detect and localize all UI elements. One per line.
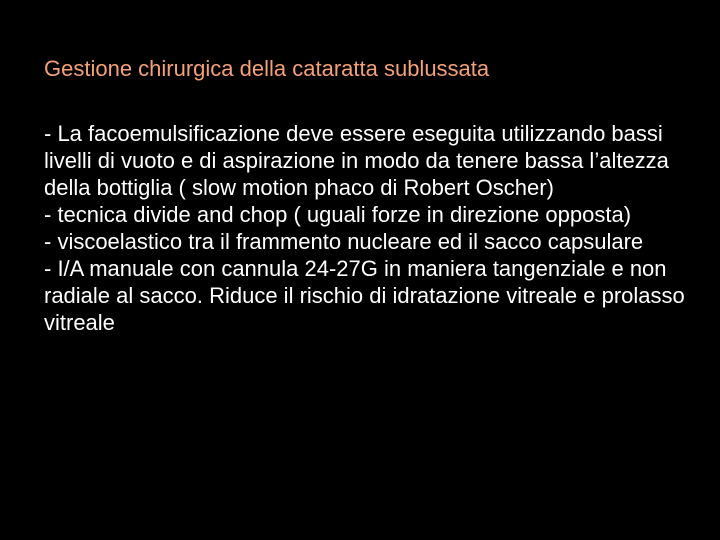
bullet-item: - tecnica divide and chop ( uguali forze in direzione opposta) — [44, 202, 632, 227]
bullet-item: - viscoelastico tra il frammento nucleare ed il sacco capsulare — [44, 229, 644, 254]
bullet-item: - La facoemulsificazione deve essere eseguita utilizzando bassi livelli di vuoto e di aspirazione in modo da tenere bassa l’altezza della bottiglia ( slow motion phaco di Robert Oscher) — [44, 121, 669, 200]
slide-body — [44, 120, 694, 336]
bullet-item: - I/A manuale con cannula 24-27G in maniera tangenziale e non radiale al sacco. Riduce il rischio di idratazione vitreale e prolasso vitreale — [44, 256, 685, 335]
slide-title: Gestione chirurgica della cataratta sublussata — [44, 56, 490, 81]
